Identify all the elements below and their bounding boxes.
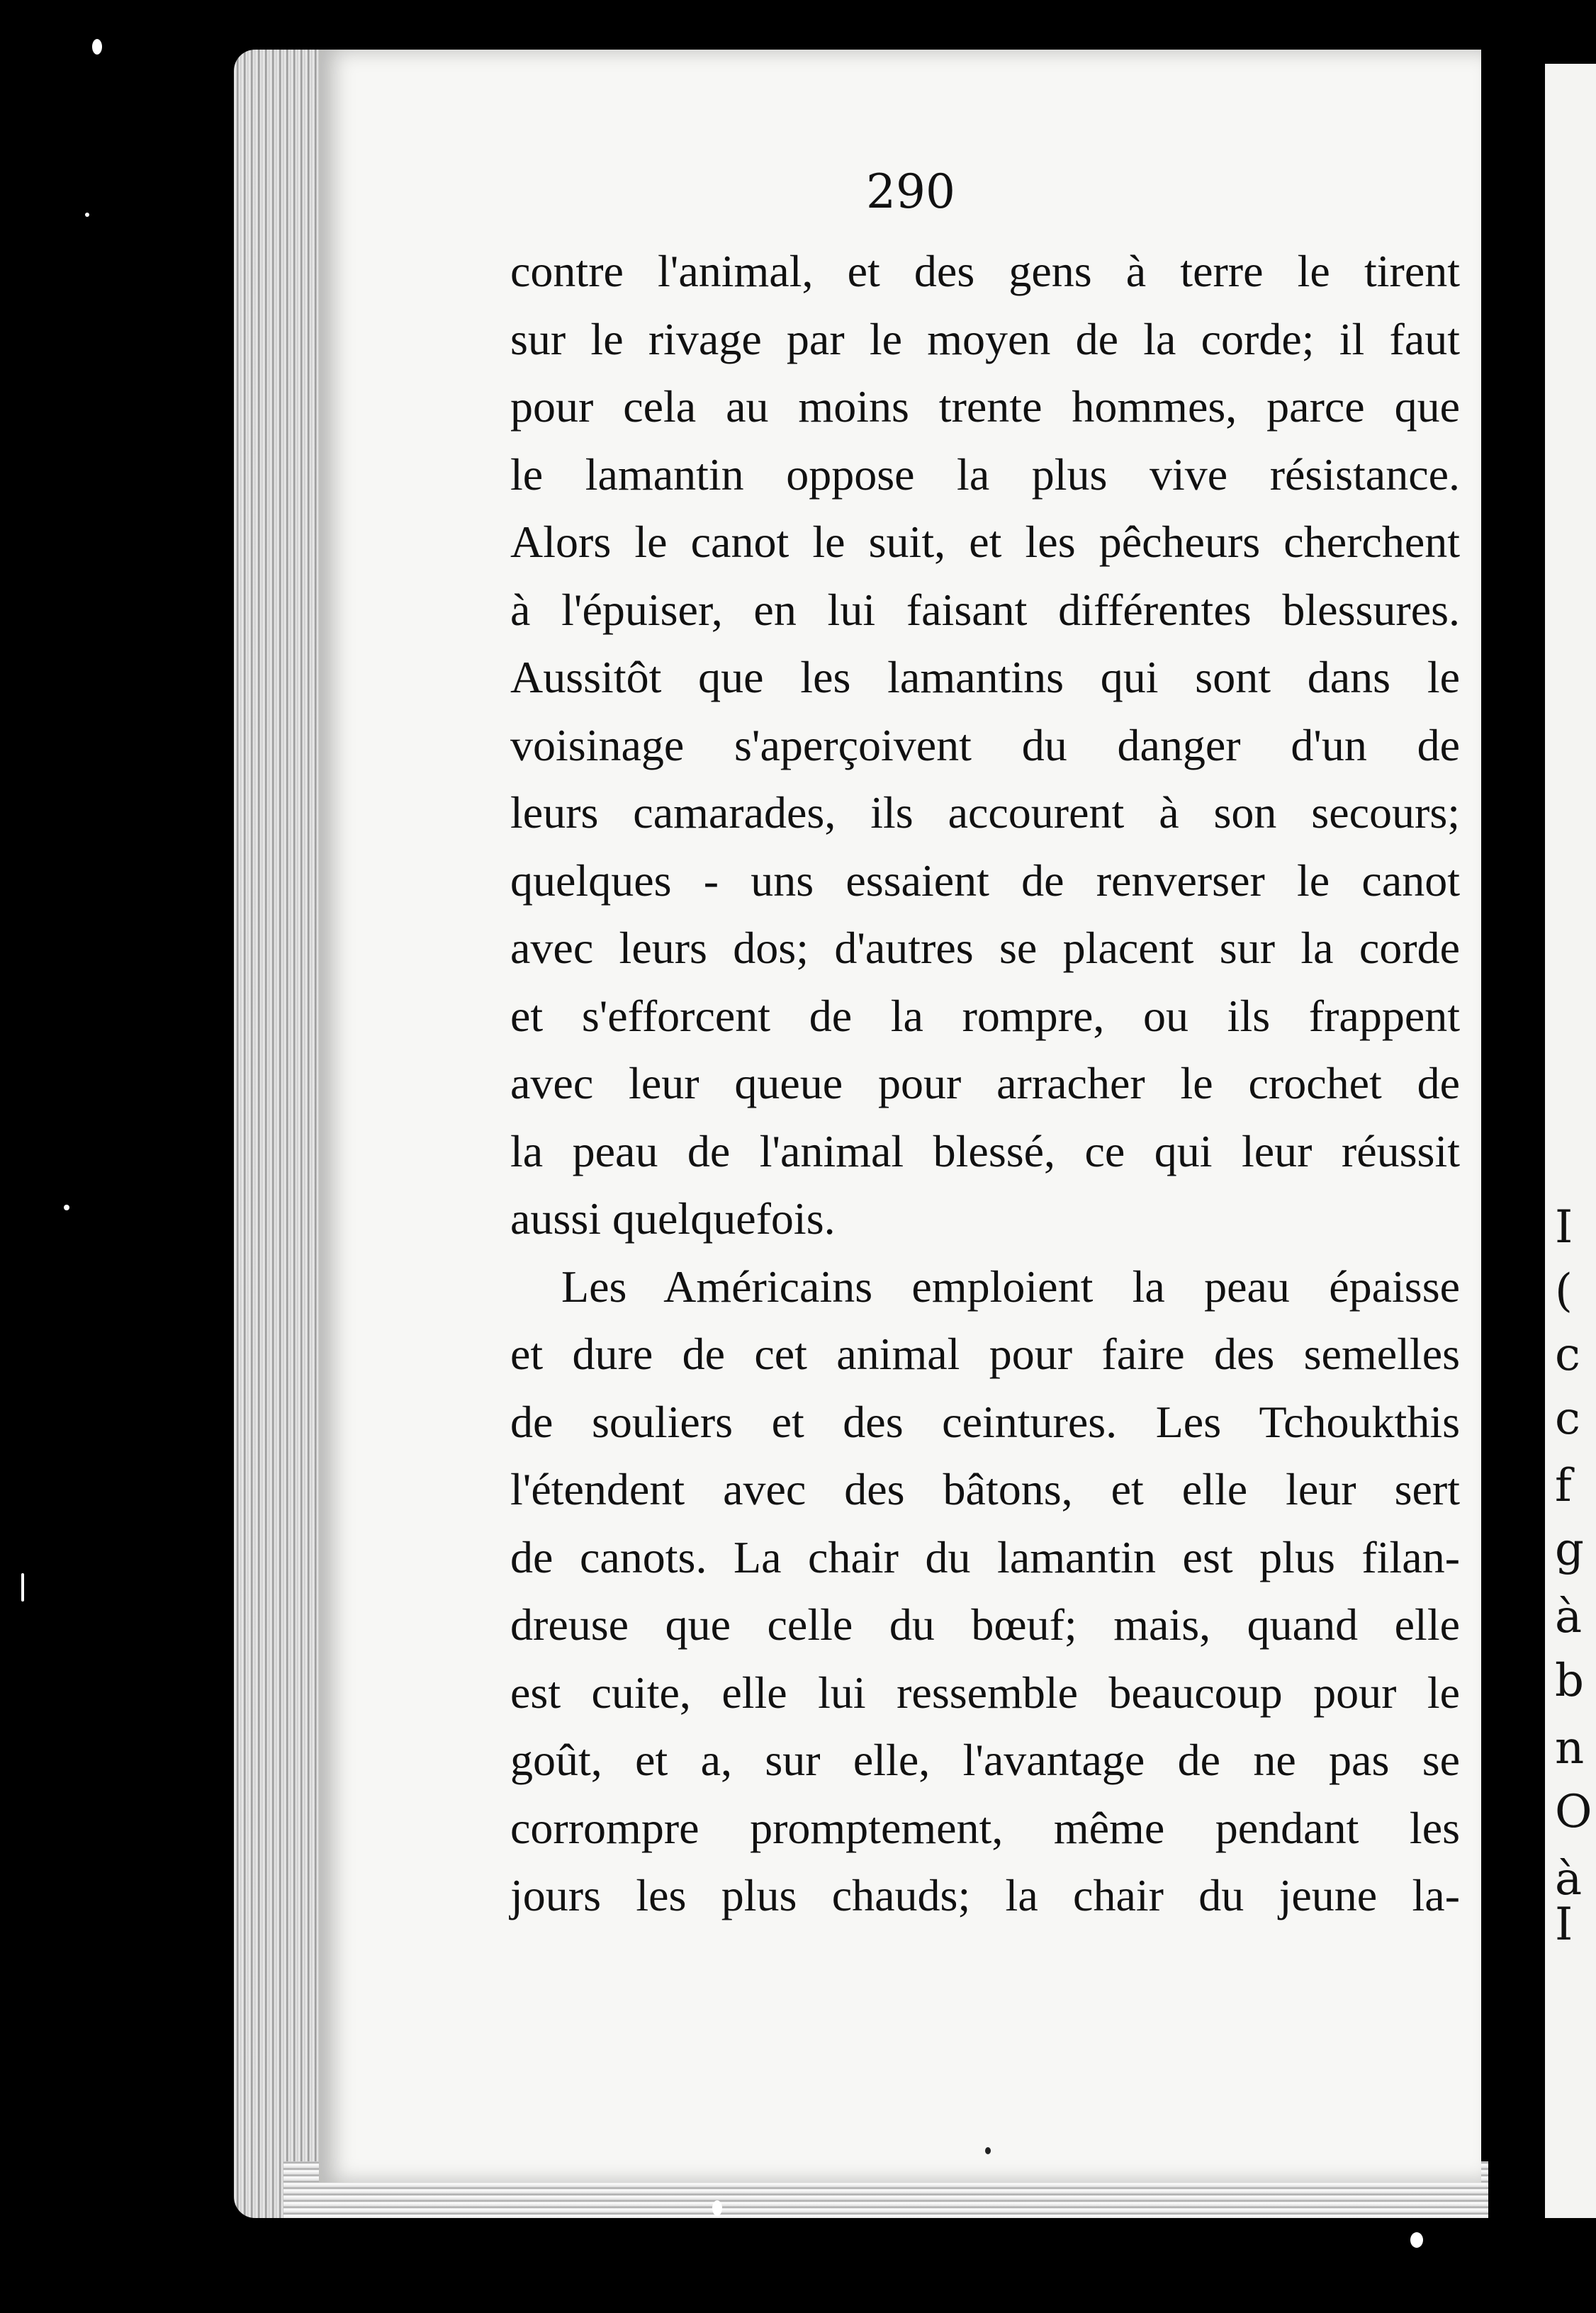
page-number: 290: [866, 164, 955, 219]
adjacent-page-fragment: à I: [1555, 1853, 1583, 1951]
text-line: Aussitôt que les lamantins qui sont dans le: [510, 652, 1460, 702]
text-line: à l'épuiser, en lui faisant différentes blessures.: [510, 584, 1460, 635]
adjacent-page-fragment: c: [1555, 1329, 1580, 1381]
text-line: corrompre promptement, même pendant les: [510, 1802, 1460, 1853]
adjacent-page-edge: [1545, 64, 1596, 2218]
book-page: [319, 50, 1481, 2183]
text-line: Les Américains emploient la peau épaisse: [561, 1261, 1460, 1312]
text-line: contre l'animal, et des gens à terre le tirent: [510, 246, 1460, 296]
text-line: dreuse que celle du bœuf; mais, quand elle: [510, 1599, 1460, 1650]
text-line: l'étendent avec des bâtons, et elle leur sert: [510, 1464, 1460, 1514]
text-line: voisinage s'aperçoivent du danger d'un de: [510, 719, 1460, 770]
text-line: le lamantin oppose la plus vive résistance.: [510, 449, 1460, 500]
text-line: Alors le canot le suit, et les pêcheurs cherchent: [510, 517, 1460, 567]
text-line: est cuite, elle lui ressemble beaucoup pour le: [510, 1667, 1460, 1718]
adjacent-page-fragment: (: [1555, 1265, 1573, 1317]
text-line: quelques - uns essaient de renverser le canot: [510, 855, 1460, 906]
adjacent-page-fragment: I: [1555, 1201, 1573, 1254]
adjacent-page-fragment: O: [1555, 1786, 1592, 1838]
adjacent-page-fragment: à: [1555, 1591, 1583, 1643]
text-line: de canots. La chair du lamantin est plus filan-: [510, 1531, 1460, 1582]
text-line: avec leurs dos; d'autres se placent sur la corde: [510, 923, 1460, 973]
adjacent-page-fragment: g: [1555, 1524, 1584, 1576]
text-line: la peau de l'animal blessé, ce qui leur réussit: [510, 1125, 1460, 1176]
scan-speck: [985, 2147, 991, 2154]
adjacent-page-fragment: f: [1555, 1460, 1572, 1512]
text-line: de souliers et des ceintures. Les Tchoukthis: [510, 1396, 1460, 1447]
text-line: goût, et a, sur elle, l'avantage de ne pas se: [510, 1735, 1460, 1785]
scan-speck: [712, 2200, 722, 2216]
text-line: et s'efforcent de la rompre, ou ils frappent: [510, 990, 1460, 1041]
scan-speck: [21, 1573, 24, 1602]
scan-speck: [64, 1205, 69, 1210]
scan-speck: [85, 213, 89, 217]
text-line: et dure de cet animal pour faire des semelles: [510, 1329, 1460, 1379]
text-line: sur le rivage par le moyen de la corde; il faut: [510, 313, 1460, 364]
text-line: jours les plus chauds; la chair du jeune la-: [510, 1870, 1460, 1920]
text-line: avec leur queue pour arracher le crochet de: [510, 1058, 1460, 1108]
text-line: leurs camarades, ils accourent à son secours;: [510, 787, 1460, 838]
scan-speck: [1410, 2232, 1423, 2248]
adjacent-page-fragment: c: [1555, 1392, 1580, 1445]
adjacent-page-fragment: b: [1555, 1655, 1584, 1707]
text-line: aussi quelquefois.: [510, 1193, 836, 1244]
scan-speck: [92, 39, 102, 55]
page-text: [510, 237, 1460, 1930]
text-line: pour cela au moins trente hommes, parce que: [510, 381, 1460, 432]
adjacent-page-fragment: n: [1555, 1722, 1585, 1774]
